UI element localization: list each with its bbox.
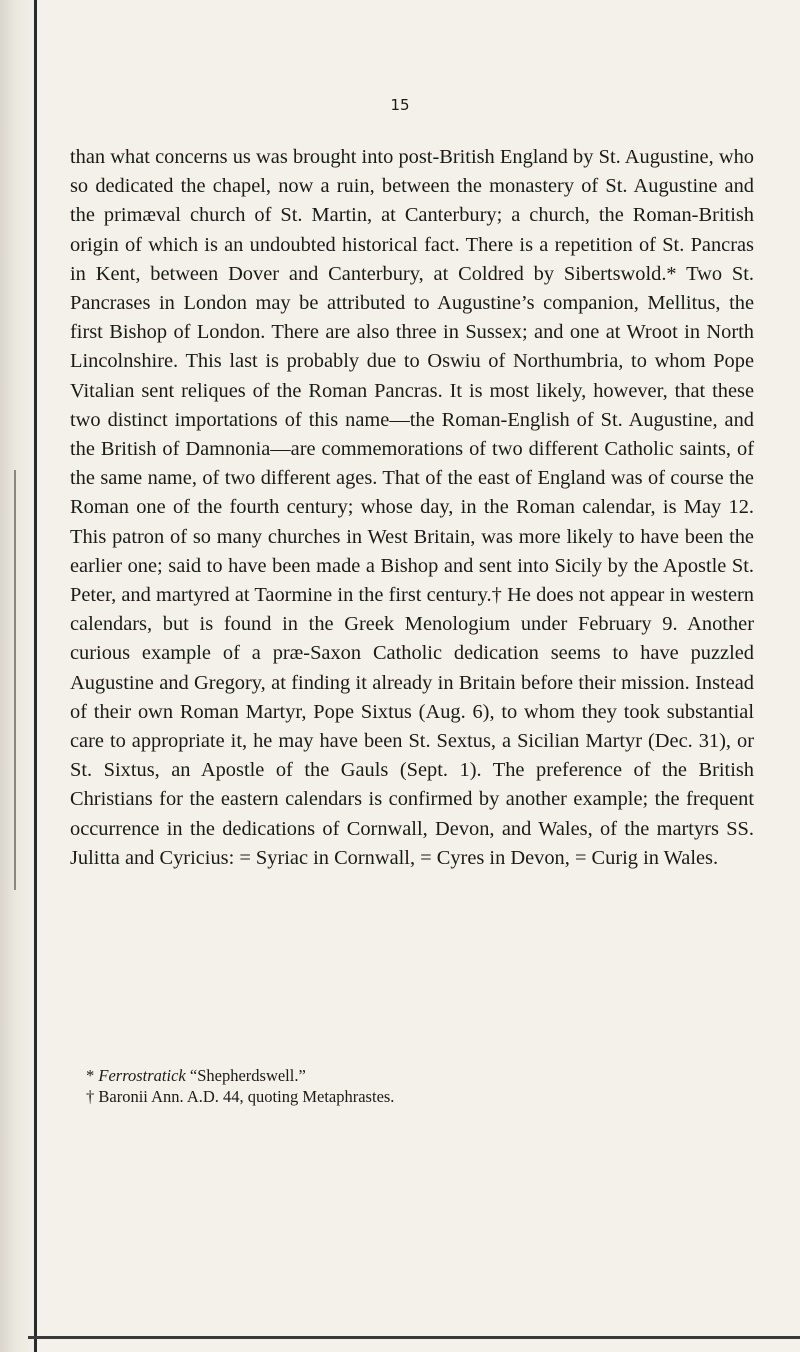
page-number: 15 [390,96,410,114]
footnote-2 [86,1086,746,1107]
footnotes [86,1065,746,1107]
binding-edge-mark [14,470,16,890]
footnote-1-marker: * [86,1066,99,1085]
footnote-1 [86,1065,746,1086]
footnote-2-marker: † [86,1087,99,1106]
page-gutter-shadow [0,0,38,1352]
footnote-2-text: Baronii Ann. A.D. 44, quoting Metaphrastes. [98,1087,395,1106]
body-paragraph: than what concerns us was brought into post-British England by St. Augustine, who so dedicated the chapel, now a ruin, between the monastery of St. Augustine and the primæval church of St. Martin, at Canterbury; a church, the Roman-British origin of which is an undoubted historical fact. There is a repetition of St. Pancras in Kent, between Dover and Canterbury, at Coldred by Sibertswold.* Two St. Pancrases in London may be attributed to Augustine’s companion, Mellitus, the first Bishop of London. There are also three in Sussex; and one at Wroot in North Lincolnshire. This last is probably due to Oswiu of Northumbria, to whom Pope Vitalian sent reliques of the Roman Pancras. It is most likely, however, that these two distinct importations of this name—the Roman-English of St. Augustine, and the British of Damnonia—are commemorations of two different Catholic saints, of the same name, of two different ages. That of the east of England was of course the Roman one of the fourth century; whose day, in the Roman calendar, is May 12. This patron of so many churches in West Britain, was more likely to have been the earlier one; said to have been made a Bishop and sent into Sicily by the Apostle St. Peter, and martyred at Taormine in the first century.† He does not appear in western calendars, but is found in the Greek Menologium under February 9. Another curious example of a præ-Saxon Catholic dedication seems to have puzzled Augustine and Gregory, at finding it already in Britain before their mission. Instead of their own Roman Martyr, Pope Sixtus (Aug. 6), to whom they took substantial care to appropriate it, he may have been St. Sextus, a Sicilian Martyr (Dec. 31), or St. Sixtus, an Apostle of the Gauls (Sept. 1). The preference of the British Christians for the eastern calendars is confirmed by another example; the frequent occurrence in the dedications of Cornwall, Devon, and Wales, of the martyrs SS. Julitta and Cyricius: = Syriac in Cornwall, = Cyres in Devon, = Curig in Wales. [70,146,754,869]
footnote-1-title: Ferrostratick [98,1066,186,1085]
footnote-1-text: “Shepherdswell.” [185,1066,306,1085]
binding-edge-line [34,0,37,1352]
bottom-edge-line [28,1336,800,1339]
